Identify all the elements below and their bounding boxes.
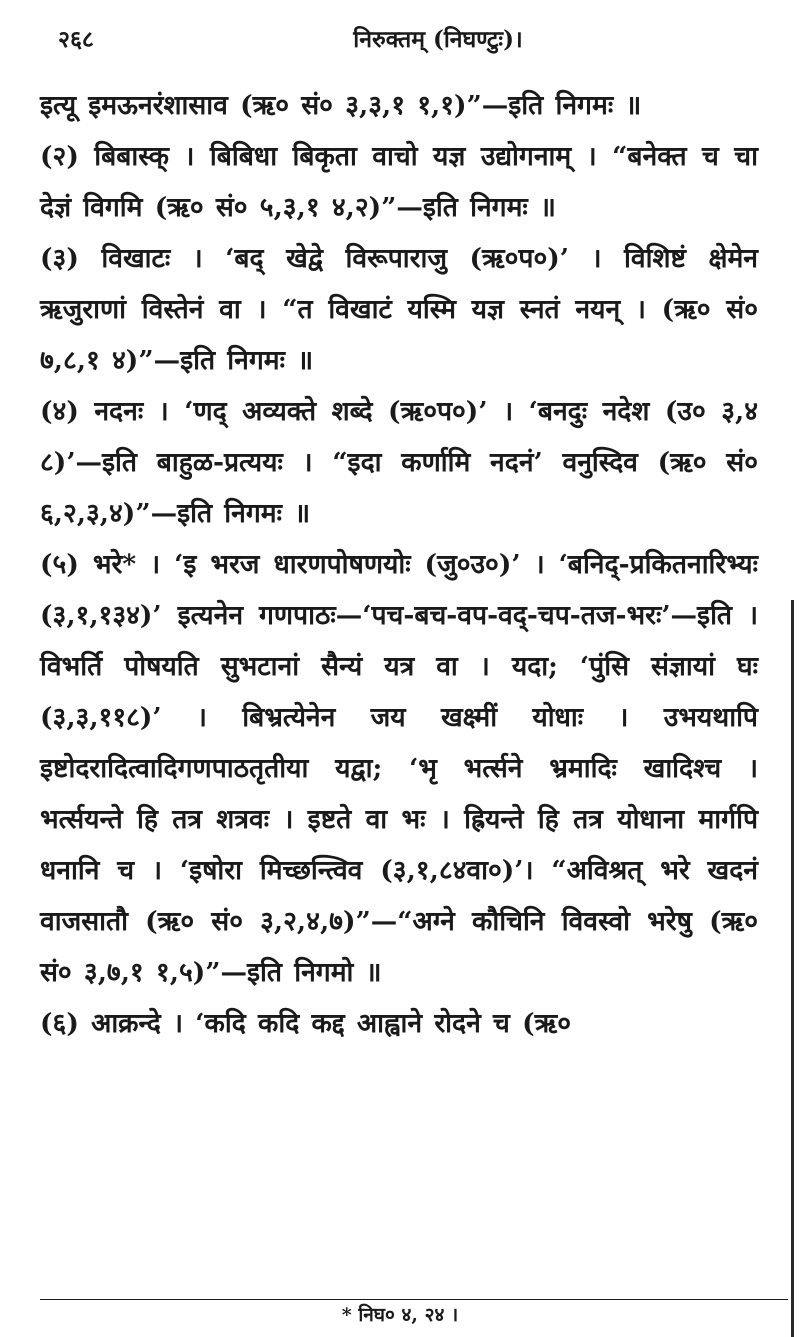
paragraph-6: (६) आक्रन्दे । ‘कदि कदि कद्द आह्वाने रोदने च (ऋ०	[40, 1008, 572, 1039]
paragraph-4: (४) नदनः । ‘णद् अव्यक्ते शब्दे (ऋ०प०)’ । ‘बनदुः नदेश (उ० ३,४ ८)’—इति बाहुळ-प्रत्ययः । “इदा कर्णामि नदनं’ वनुस्दिव (ऋ० सं० ६,२,३,४)”—इति निगमः ॥	[40, 396, 758, 529]
paragraph-1: इत्यू इमऊनरंशासाव (ऋ० सं० ३,३,१ १,१)”—इति निगमः ॥	[40, 90, 642, 121]
paragraph-3: (३) विखाटः । ‘बद् खेद्वे विरूपाराजु (ऋ०प०)’ । विशिष्टं क्षेमेन ऋजुराणां विस्तेनं वा । “त विखाटं यस्मि यज्ञ स्नतं नयन् । (ऋ० सं० ७,८,१ ४)”—इति निगमः ॥	[40, 243, 758, 376]
paragraph-5: (५) भरे* । ‘इ भरज धारणपोषणयोः (जु०उ०)’ । ‘बनिद्-प्रकितनारिभ्यः (३,१,१३४)’ इत्यनेन गणपाठः—‘पच-बच-वप-वद्-चप-तज-भरः’—इति । विभर्ति पोषयति सुभटानां सैन्यं यत्र वा । यदा; ‘पुंसि संज्ञायां घः (३,३,११८)’ । बिभ्रत्येनेन जय खक्ष्मीं योधाः । उभयथापि इष्टोदरादित्वादिगणपाठतृतीया यद्वा; ‘भृ भर्त्सने भ्रमादिः खादिश्च । भर्त्सयन्ते हि तत्र शत्रवः । इष्टते वा भः । ह्रियन्ते हि तत्र योधाना मार्गपि धनानि च । ‘इषोरा मिच्छन्त्विव (३,१,८४वा०)’। “अविश्रत् भरे खदनं वाजसातौ (ऋ० सं० ३,२,४,७)”—“अग्ने कौचिनि विवस्वो भरेषु (ऋ० सं० ३,७,१ १,५)”—इति निगमो ॥	[40, 549, 758, 988]
body-text	[40, 80, 758, 1049]
paragraph-2: (२) बिबास्क् । बिबिधा बिकृता वाचो यज्ञ उद्योगनाम् । “बनेक्त च चा देज्ञं विगमि (ऋ० सं० ५,३,१ ४,२)”—इति निगमः ॥	[40, 141, 758, 223]
running-head	[40, 22, 758, 80]
footnote: * निघ० ४, २४ ।	[341, 1304, 459, 1326]
book-title: निरुक्तम् (निघण्टुः)।	[353, 26, 523, 53]
footnote-rule	[40, 1299, 788, 1300]
page-edge-shadow	[791, 600, 794, 1337]
page-number: २६८	[58, 26, 94, 53]
